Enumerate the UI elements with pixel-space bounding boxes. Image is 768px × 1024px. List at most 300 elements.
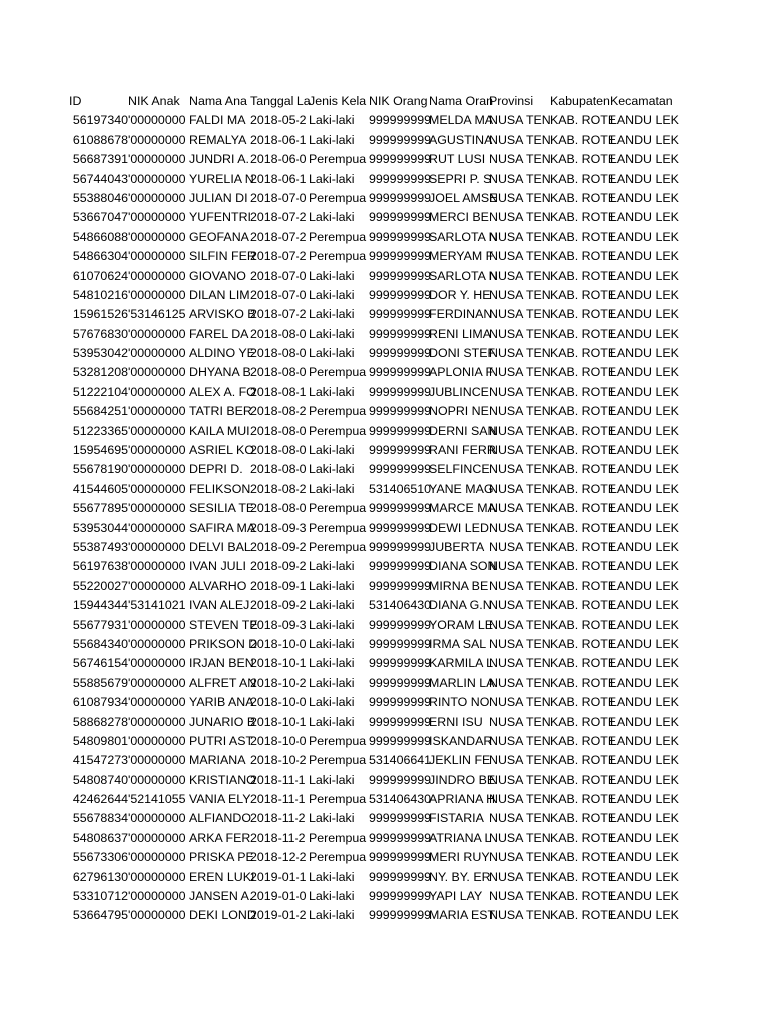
cell-jenis-kelamin[interactable]: Laki-laki — [309, 132, 355, 147]
cell-tanggal-lahir[interactable]: 2018-09-2 — [250, 539, 307, 554]
cell-tanggal-lahir[interactable]: 2018-09-3 — [250, 617, 307, 632]
cell-nik-anak[interactable]: '00000000 — [128, 559, 186, 574]
cell-provinsi[interactable]: NUSA TEN — [489, 307, 551, 322]
cell-nik-orang-tua[interactable]: 999999999 — [369, 636, 432, 651]
cell-tanggal-lahir[interactable]: 2018-09-1 — [250, 578, 307, 593]
cell-kecamatan[interactable]: LANDU LEK — [610, 287, 679, 302]
cell-nik-orang-tua[interactable]: 999999999 — [369, 384, 432, 399]
cell-id[interactable]: 55673306 — [72, 850, 128, 865]
cell-provinsi[interactable]: NUSA TEN — [489, 423, 551, 438]
cell-nik-anak[interactable]: '00000000 — [128, 850, 186, 865]
cell-nama-orang-tua[interactable]: JEKLIN FE — [429, 753, 491, 768]
cell-nik-anak[interactable]: '00000000 — [128, 152, 186, 167]
cell-provinsi[interactable]: NUSA TEN — [489, 190, 551, 205]
cell-jenis-kelamin[interactable]: Perempua — [309, 733, 367, 748]
cell-nama-anak[interactable]: SAFIRA MA — [189, 520, 256, 535]
cell-id[interactable]: 55684251 — [72, 404, 128, 419]
cell-id[interactable]: 56744043 — [72, 171, 128, 186]
cell-nik-anak[interactable]: '00000000 — [128, 714, 186, 729]
cell-id[interactable]: 55677895 — [72, 501, 128, 516]
cell-kecamatan[interactable]: LANDU LEK — [610, 384, 679, 399]
cell-nik-anak[interactable]: '00000000 — [128, 830, 186, 845]
cell-provinsi[interactable]: NUSA TEN — [489, 346, 551, 361]
cell-id[interactable]: 42462644 — [72, 792, 128, 807]
cell-nama-orang-tua[interactable]: YORAM LE — [429, 617, 494, 632]
cell-jenis-kelamin[interactable]: Laki-laki — [309, 636, 355, 651]
cell-tanggal-lahir[interactable]: 2018-11-2 — [250, 811, 306, 826]
cell-kecamatan[interactable]: LANDU LEK — [610, 695, 679, 710]
cell-nama-anak[interactable]: SESILIA TE — [189, 501, 255, 516]
column-header-kecamatan[interactable]: Kecamatan — [610, 94, 673, 108]
cell-kabupaten[interactable]: KAB. ROTE — [550, 908, 617, 923]
cell-kecamatan[interactable]: LANDU LEK — [610, 520, 679, 535]
cell-kabupaten[interactable]: KAB. ROTE — [550, 384, 617, 399]
cell-nama-anak[interactable]: IRJAN BEN — [189, 656, 254, 671]
cell-nik-orang-tua[interactable]: 999999999 — [369, 307, 432, 322]
cell-nama-anak[interactable]: ALDINO YE — [189, 346, 255, 361]
cell-nik-orang-tua[interactable]: 999999999 — [369, 326, 432, 341]
cell-nik-anak[interactable]: '00000000 — [128, 404, 186, 419]
cell-nama-anak[interactable]: SILFIN FER — [189, 249, 256, 264]
cell-tanggal-lahir[interactable]: 2018-08-0 — [250, 346, 307, 361]
cell-provinsi[interactable]: NUSA TEN — [489, 539, 551, 554]
cell-nik-orang-tua[interactable]: 999999999 — [369, 190, 432, 205]
cell-kecamatan[interactable]: LANDU LEK — [610, 268, 679, 283]
cell-id[interactable]: 53310712 — [72, 889, 128, 904]
cell-tanggal-lahir[interactable]: 2018-08-0 — [250, 365, 307, 380]
cell-kabupaten[interactable]: KAB. ROTE — [550, 268, 617, 283]
cell-kabupaten[interactable]: KAB. ROTE — [550, 675, 617, 690]
cell-nama-orang-tua[interactable]: FISTARIA — [429, 811, 484, 826]
cell-provinsi[interactable]: NUSA TEN — [489, 869, 551, 884]
cell-id[interactable]: 15954695 — [72, 443, 128, 458]
cell-nik-orang-tua[interactable]: 999999999 — [369, 443, 432, 458]
cell-kabupaten[interactable]: KAB. ROTE — [550, 481, 617, 496]
cell-kecamatan[interactable]: LANDU LEK — [610, 229, 679, 244]
cell-tanggal-lahir[interactable]: 2019-01-0 — [250, 889, 307, 904]
cell-nik-orang-tua[interactable]: 999999999 — [369, 113, 432, 128]
cell-nik-orang-tua[interactable]: 999999999 — [369, 908, 432, 923]
cell-kabupaten[interactable]: KAB. ROTE — [550, 365, 617, 380]
cell-nik-anak[interactable]: '00000000 — [128, 675, 186, 690]
cell-provinsi[interactable]: NUSA TEN — [489, 384, 551, 399]
cell-nama-orang-tua[interactable]: MELDA MA — [429, 113, 494, 128]
cell-nama-orang-tua[interactable]: SELFINCE — [429, 462, 490, 477]
cell-jenis-kelamin[interactable]: Perempua — [309, 152, 367, 167]
cell-kabupaten[interactable]: KAB. ROTE — [550, 578, 617, 593]
cell-tanggal-lahir[interactable]: 2018-08-1 — [250, 384, 307, 399]
cell-nik-orang-tua[interactable]: 999999999 — [369, 850, 432, 865]
cell-nama-orang-tua[interactable]: SARLOTA N — [429, 268, 498, 283]
cell-nama-orang-tua[interactable]: IRMA SAL — [429, 636, 487, 651]
cell-kabupaten[interactable]: KAB. ROTE — [550, 656, 617, 671]
cell-kabupaten[interactable]: KAB. ROTE — [550, 229, 617, 244]
cell-kabupaten[interactable]: KAB. ROTE — [550, 132, 617, 147]
cell-jenis-kelamin[interactable]: Perempua — [309, 423, 367, 438]
cell-nik-orang-tua[interactable]: 999999999 — [369, 152, 432, 167]
cell-provinsi[interactable]: NUSA TEN — [489, 636, 551, 651]
cell-tanggal-lahir[interactable]: 2018-09-3 — [250, 520, 307, 535]
cell-provinsi[interactable]: NUSA TEN — [489, 889, 551, 904]
cell-nik-orang-tua[interactable]: 531406430 — [369, 792, 432, 807]
cell-nama-anak[interactable]: PRISKA PE — [189, 850, 254, 865]
cell-tanggal-lahir[interactable]: 2018-07-0 — [250, 287, 307, 302]
cell-nama-anak[interactable]: PRIKSON D — [189, 636, 258, 651]
cell-kabupaten[interactable]: KAB. ROTE — [550, 733, 617, 748]
cell-kabupaten[interactable]: KAB. ROTE — [550, 889, 617, 904]
cell-id[interactable]: 62796130 — [72, 869, 128, 884]
cell-nik-orang-tua[interactable]: 999999999 — [369, 656, 432, 671]
cell-nik-orang-tua[interactable]: 999999999 — [369, 889, 432, 904]
cell-provinsi[interactable]: NUSA TEN — [489, 714, 551, 729]
cell-provinsi[interactable]: NUSA TEN — [489, 171, 551, 186]
cell-jenis-kelamin[interactable]: Laki-laki — [309, 617, 355, 632]
column-header-nama-anak[interactable]: Nama Ana — [189, 94, 247, 108]
cell-id[interactable]: 56197340 — [72, 113, 128, 128]
cell-nama-orang-tua[interactable]: SEPRI P. S — [429, 171, 492, 186]
cell-id[interactable]: 55885679 — [72, 675, 128, 690]
cell-nik-orang-tua[interactable]: 999999999 — [369, 171, 432, 186]
cell-nama-anak[interactable]: YURELIA N — [189, 171, 254, 186]
cell-nama-anak[interactable]: FELIKSON — [189, 481, 251, 496]
cell-tanggal-lahir[interactable]: 2018-08-2 — [250, 404, 307, 419]
cell-nik-anak[interactable]: '00000000 — [128, 656, 186, 671]
cell-nik-anak[interactable]: '00000000 — [128, 171, 186, 186]
cell-nik-anak[interactable]: '00000000 — [128, 520, 186, 535]
cell-jenis-kelamin[interactable]: Laki-laki — [309, 908, 355, 923]
cell-id[interactable]: 54866088 — [72, 229, 128, 244]
cell-kecamatan[interactable]: LANDU LEK — [610, 578, 679, 593]
cell-nama-orang-tua[interactable]: DEWI LED — [429, 520, 489, 535]
cell-nik-anak[interactable]: '00000000 — [128, 578, 186, 593]
cell-nik-orang-tua[interactable]: 999999999 — [369, 559, 432, 574]
cell-kecamatan[interactable]: LANDU LEK — [610, 792, 679, 807]
cell-nik-orang-tua[interactable]: 531406641 — [369, 753, 432, 768]
cell-nama-orang-tua[interactable]: JOEL AMSE — [429, 190, 498, 205]
column-header-tanggal-lahir[interactable]: Tanggal La — [250, 94, 311, 108]
cell-jenis-kelamin[interactable]: Perempua — [309, 830, 367, 845]
cell-nik-orang-tua[interactable]: 999999999 — [369, 249, 432, 264]
cell-nik-orang-tua[interactable]: 999999999 — [369, 229, 432, 244]
cell-nik-orang-tua[interactable]: 531406430 — [369, 598, 432, 613]
cell-nama-orang-tua[interactable]: APRIANA H — [429, 792, 496, 807]
cell-jenis-kelamin[interactable]: Laki-laki — [309, 326, 355, 341]
cell-provinsi[interactable]: NUSA TEN — [489, 462, 551, 477]
cell-nik-anak[interactable]: '53146125 — [128, 307, 186, 322]
cell-nik-anak[interactable]: '00000000 — [128, 365, 186, 380]
cell-id[interactable]: 15944344 — [72, 598, 128, 613]
cell-nama-orang-tua[interactable]: YAPI LAY — [429, 889, 483, 904]
cell-tanggal-lahir[interactable]: 2018-11-2 — [250, 830, 306, 845]
cell-kabupaten[interactable]: KAB. ROTE — [550, 792, 617, 807]
cell-nama-orang-tua[interactable]: JINDRO BE — [429, 772, 496, 787]
cell-kabupaten[interactable]: KAB. ROTE — [550, 152, 617, 167]
cell-kabupaten[interactable]: KAB. ROTE — [550, 617, 617, 632]
cell-id[interactable]: 55388046 — [72, 190, 128, 205]
cell-provinsi[interactable]: NUSA TEN — [489, 559, 551, 574]
cell-provinsi[interactable]: NUSA TEN — [489, 152, 551, 167]
cell-nama-anak[interactable]: MARIANA — [189, 753, 246, 768]
cell-jenis-kelamin[interactable]: Laki-laki — [309, 307, 355, 322]
cell-nik-anak[interactable]: '00000000 — [128, 539, 186, 554]
cell-kabupaten[interactable]: KAB. ROTE — [550, 869, 617, 884]
cell-kabupaten[interactable]: KAB. ROTE — [550, 404, 617, 419]
cell-nama-anak[interactable]: JUNDRI A. — [189, 152, 249, 167]
cell-nama-orang-tua[interactable]: JUBERTA — [429, 539, 485, 554]
cell-jenis-kelamin[interactable]: Laki-laki — [309, 811, 355, 826]
cell-provinsi[interactable]: NUSA TEN — [489, 772, 551, 787]
cell-nama-anak[interactable]: ASRIEL KO — [189, 443, 254, 458]
cell-nik-orang-tua[interactable]: 999999999 — [369, 520, 432, 535]
cell-id[interactable]: 61088678 — [72, 132, 128, 147]
cell-provinsi[interactable]: NUSA TEN — [489, 210, 551, 225]
cell-kecamatan[interactable]: LANDU LEK — [610, 443, 679, 458]
column-header-provinsi[interactable]: Provinsi — [489, 94, 534, 108]
column-header-jenis-kelamin[interactable]: Jenis Kela — [309, 94, 367, 108]
cell-provinsi[interactable]: NUSA TEN — [489, 326, 551, 341]
cell-nik-orang-tua[interactable]: 999999999 — [369, 811, 432, 826]
cell-kabupaten[interactable]: KAB. ROTE — [550, 753, 617, 768]
cell-id[interactable]: 51222104 — [72, 384, 128, 399]
cell-id[interactable]: 55677931 — [72, 617, 128, 632]
cell-nik-orang-tua[interactable]: 999999999 — [369, 539, 432, 554]
cell-id[interactable]: 55387493 — [72, 539, 128, 554]
cell-nama-anak[interactable]: PUTRI AST — [189, 733, 254, 748]
cell-kabupaten[interactable]: KAB. ROTE — [550, 113, 617, 128]
cell-nama-orang-tua[interactable]: NOPRI NE — [429, 404, 489, 419]
cell-nama-orang-tua[interactable]: MARIA EST — [429, 908, 496, 923]
cell-id[interactable]: 54810216 — [72, 287, 128, 302]
cell-nama-anak[interactable]: GEOFANA — [189, 229, 249, 244]
cell-id[interactable]: 56746154 — [72, 656, 128, 671]
cell-nik-orang-tua[interactable]: 999999999 — [369, 346, 432, 361]
cell-jenis-kelamin[interactable]: Laki-laki — [309, 695, 355, 710]
cell-nik-orang-tua[interactable]: 999999999 — [369, 210, 432, 225]
cell-kecamatan[interactable]: LANDU LEK — [610, 462, 679, 477]
cell-jenis-kelamin[interactable]: Laki-laki — [309, 113, 355, 128]
cell-nama-anak[interactable]: YARIB ANA — [189, 695, 254, 710]
cell-kabupaten[interactable]: KAB. ROTE — [550, 830, 617, 845]
cell-jenis-kelamin[interactable]: Laki-laki — [309, 268, 355, 283]
cell-kecamatan[interactable]: LANDU LEK — [610, 501, 679, 516]
cell-nik-anak[interactable]: '00000000 — [128, 811, 186, 826]
cell-nik-orang-tua[interactable]: 999999999 — [369, 132, 432, 147]
cell-id[interactable]: 54866304 — [72, 249, 128, 264]
cell-kecamatan[interactable]: LANDU LEK — [610, 908, 679, 923]
cell-provinsi[interactable]: NUSA TEN — [489, 695, 551, 710]
cell-kecamatan[interactable]: LANDU LEK — [610, 249, 679, 264]
cell-provinsi[interactable]: NUSA TEN — [489, 656, 551, 671]
cell-tanggal-lahir[interactable]: 2018-08-0 — [250, 443, 307, 458]
cell-provinsi[interactable]: NUSA TEN — [489, 113, 551, 128]
cell-nik-orang-tua[interactable]: 999999999 — [369, 462, 432, 477]
cell-provinsi[interactable]: NUSA TEN — [489, 578, 551, 593]
cell-nama-orang-tua[interactable]: RUT LUSI — [429, 152, 486, 167]
cell-kabupaten[interactable]: KAB. ROTE — [550, 539, 617, 554]
cell-jenis-kelamin[interactable]: Laki-laki — [309, 287, 355, 302]
cell-nik-anak[interactable]: '00000000 — [128, 210, 186, 225]
cell-nik-anak[interactable]: '00000000 — [128, 249, 186, 264]
cell-nama-anak[interactable]: JUNARIO B — [189, 714, 256, 729]
cell-id[interactable]: 53281208 — [72, 365, 128, 380]
cell-provinsi[interactable]: NUSA TEN — [489, 443, 551, 458]
cell-tanggal-lahir[interactable]: 2018-07-0 — [250, 268, 307, 283]
cell-kecamatan[interactable]: LANDU LEK — [610, 539, 679, 554]
cell-jenis-kelamin[interactable]: Laki-laki — [309, 462, 355, 477]
cell-jenis-kelamin[interactable]: Perempua — [309, 850, 367, 865]
cell-nik-anak[interactable]: '00000000 — [128, 481, 186, 496]
cell-nama-orang-tua[interactable]: SARLOTA N — [429, 229, 498, 244]
cell-nik-anak[interactable]: '00000000 — [128, 229, 186, 244]
cell-kecamatan[interactable]: LANDU LEK — [610, 675, 679, 690]
cell-nik-anak[interactable]: '00000000 — [128, 869, 186, 884]
cell-id[interactable]: 51223365 — [72, 423, 128, 438]
cell-kecamatan[interactable]: LANDU LEK — [610, 190, 679, 205]
cell-kabupaten[interactable]: KAB. ROTE — [550, 501, 617, 516]
cell-nik-orang-tua[interactable]: 999999999 — [369, 714, 432, 729]
cell-nama-orang-tua[interactable]: MERI RUY — [429, 850, 490, 865]
cell-tanggal-lahir[interactable]: 2018-08-0 — [250, 326, 307, 341]
cell-nama-anak[interactable]: FAREL DA — [189, 326, 249, 341]
cell-jenis-kelamin[interactable]: Perempua — [309, 365, 367, 380]
cell-kabupaten[interactable]: KAB. ROTE — [550, 249, 617, 264]
cell-nama-orang-tua[interactable]: ATRIANA L — [429, 830, 492, 845]
cell-tanggal-lahir[interactable]: 2018-10-0 — [250, 733, 307, 748]
cell-jenis-kelamin[interactable]: Laki-laki — [309, 772, 355, 787]
cell-jenis-kelamin[interactable]: Perempua — [309, 501, 367, 516]
cell-provinsi[interactable]: NUSA TEN — [489, 753, 551, 768]
cell-nama-anak[interactable]: VANIA ELY — [189, 792, 251, 807]
cell-tanggal-lahir[interactable]: 2018-10-1 — [250, 656, 307, 671]
cell-provinsi[interactable]: NUSA TEN — [489, 132, 551, 147]
cell-nik-anak[interactable]: '00000000 — [128, 423, 186, 438]
cell-kabupaten[interactable]: KAB. ROTE — [550, 346, 617, 361]
cell-id[interactable]: 55678834 — [72, 811, 128, 826]
cell-id[interactable]: 55678190 — [72, 462, 128, 477]
cell-kabupaten[interactable]: KAB. ROTE — [550, 772, 617, 787]
cell-jenis-kelamin[interactable]: Laki-laki — [309, 656, 355, 671]
cell-id[interactable]: 61070624 — [72, 268, 128, 283]
cell-kabupaten[interactable]: KAB. ROTE — [550, 171, 617, 186]
cell-kecamatan[interactable]: LANDU LEK — [610, 656, 679, 671]
cell-jenis-kelamin[interactable]: Laki-laki — [309, 481, 355, 496]
cell-nik-orang-tua[interactable]: 999999999 — [369, 869, 432, 884]
cell-tanggal-lahir[interactable]: 2018-07-2 — [250, 307, 307, 322]
cell-kabupaten[interactable]: KAB. ROTE — [550, 190, 617, 205]
cell-nama-orang-tua[interactable]: KARMILA L — [429, 656, 494, 671]
cell-nik-anak[interactable]: '00000000 — [128, 733, 186, 748]
cell-nama-orang-tua[interactable]: YANE MAG — [429, 481, 494, 496]
cell-tanggal-lahir[interactable]: 2018-06-1 — [250, 132, 307, 147]
cell-id[interactable]: 55684340 — [72, 636, 128, 651]
cell-jenis-kelamin[interactable]: Laki-laki — [309, 675, 355, 690]
cell-kecamatan[interactable]: LANDU LEK — [610, 869, 679, 884]
cell-nama-orang-tua[interactable]: DERNI SAN — [429, 423, 497, 438]
cell-kabupaten[interactable]: KAB. ROTE — [550, 326, 617, 341]
cell-jenis-kelamin[interactable]: Perempua — [309, 249, 367, 264]
cell-id[interactable]: 56197638 — [72, 559, 128, 574]
cell-nik-anak[interactable]: '52141055 — [128, 792, 186, 807]
cell-nama-orang-tua[interactable]: MIRNA BE — [429, 578, 489, 593]
cell-nama-anak[interactable]: KAILA MUI — [189, 423, 250, 438]
cell-nik-orang-tua[interactable]: 999999999 — [369, 733, 432, 748]
cell-nama-anak[interactable]: DILAN LIM — [189, 287, 250, 302]
cell-nama-anak[interactable]: FALDI MA — [189, 113, 246, 128]
cell-kecamatan[interactable]: LANDU LEK — [610, 152, 679, 167]
cell-nama-orang-tua[interactable]: MERYAM F — [429, 249, 494, 264]
cell-id[interactable]: 54808637 — [72, 830, 128, 845]
cell-nik-anak[interactable]: '00000000 — [128, 695, 186, 710]
cell-kabupaten[interactable]: KAB. ROTE — [550, 559, 617, 574]
cell-nama-anak[interactable]: DELVI BAL — [189, 539, 251, 554]
cell-kecamatan[interactable]: LANDU LEK — [610, 850, 679, 865]
cell-kecamatan[interactable]: LANDU LEK — [610, 714, 679, 729]
cell-id[interactable]: 57676830 — [72, 326, 128, 341]
cell-provinsi[interactable]: NUSA TEN — [489, 811, 551, 826]
cell-nama-anak[interactable]: IVAN JULI — [189, 559, 246, 574]
cell-kecamatan[interactable]: LANDU LEK — [610, 636, 679, 651]
cell-nama-orang-tua[interactable]: DONI STEF — [429, 346, 496, 361]
cell-tanggal-lahir[interactable]: 2018-08-0 — [250, 501, 307, 516]
cell-nama-anak[interactable]: ALVARHO — [189, 578, 247, 593]
cell-provinsi[interactable]: NUSA TEN — [489, 365, 551, 380]
cell-tanggal-lahir[interactable]: 2018-07-2 — [250, 210, 307, 225]
cell-kabupaten[interactable]: KAB. ROTE — [550, 714, 617, 729]
cell-nama-orang-tua[interactable]: MARCE MA — [429, 501, 496, 516]
cell-nik-anak[interactable]: '00000000 — [128, 346, 186, 361]
cell-nama-anak[interactable]: ARKA FER — [189, 830, 251, 845]
cell-kabupaten[interactable]: KAB. ROTE — [550, 462, 617, 477]
cell-kabupaten[interactable]: KAB. ROTE — [550, 307, 617, 322]
cell-kabupaten[interactable]: KAB. ROTE — [550, 520, 617, 535]
cell-kecamatan[interactable]: LANDU LEK — [610, 113, 679, 128]
cell-id[interactable]: 55220027 — [72, 578, 128, 593]
cell-nik-anak[interactable]: '00000000 — [128, 636, 186, 651]
cell-jenis-kelamin[interactable]: Laki-laki — [309, 443, 355, 458]
cell-nama-orang-tua[interactable]: MARLIN LA — [429, 675, 495, 690]
cell-provinsi[interactable]: NUSA TEN — [489, 404, 551, 419]
cell-nama-anak[interactable]: TATRI BER — [189, 404, 252, 419]
cell-id[interactable]: 56687391 — [72, 152, 128, 167]
cell-nama-orang-tua[interactable]: NY. BY. ER — [429, 869, 491, 884]
cell-nama-anak[interactable]: DEPRI D. — [189, 462, 243, 477]
cell-id[interactable]: 53953042 — [72, 346, 128, 361]
cell-provinsi[interactable]: NUSA TEN — [489, 850, 551, 865]
cell-tanggal-lahir[interactable]: 2018-06-0 — [250, 152, 307, 167]
cell-nik-anak[interactable]: '00000000 — [128, 772, 186, 787]
cell-tanggal-lahir[interactable]: 2018-07-2 — [250, 249, 307, 264]
cell-jenis-kelamin[interactable]: Laki-laki — [309, 578, 355, 593]
cell-id[interactable]: 61087934 — [72, 695, 128, 710]
cell-tanggal-lahir[interactable]: 2018-10-2 — [250, 753, 307, 768]
cell-tanggal-lahir[interactable]: 2018-09-2 — [250, 559, 307, 574]
cell-tanggal-lahir[interactable]: 2018-09-2 — [250, 598, 307, 613]
cell-nama-anak[interactable]: GIOVANO — [189, 268, 246, 283]
cell-kecamatan[interactable]: LANDU LEK — [610, 598, 679, 613]
cell-provinsi[interactable]: NUSA TEN — [489, 830, 551, 845]
cell-tanggal-lahir[interactable]: 2018-10-2 — [250, 675, 307, 690]
cell-nama-orang-tua[interactable]: APLONIA F — [429, 365, 494, 380]
cell-kecamatan[interactable]: LANDU LEK — [610, 210, 679, 225]
cell-nik-anak[interactable]: '00000000 — [128, 753, 186, 768]
cell-nik-orang-tua[interactable]: 999999999 — [369, 404, 432, 419]
cell-id[interactable]: 41547273 — [72, 753, 128, 768]
cell-id[interactable]: 41544605 — [72, 481, 128, 496]
cell-nik-anak[interactable]: '00000000 — [128, 113, 186, 128]
cell-nik-anak[interactable]: '00000000 — [128, 287, 186, 302]
cell-tanggal-lahir[interactable]: 2018-06-1 — [250, 171, 307, 186]
cell-provinsi[interactable]: NUSA TEN — [489, 229, 551, 244]
